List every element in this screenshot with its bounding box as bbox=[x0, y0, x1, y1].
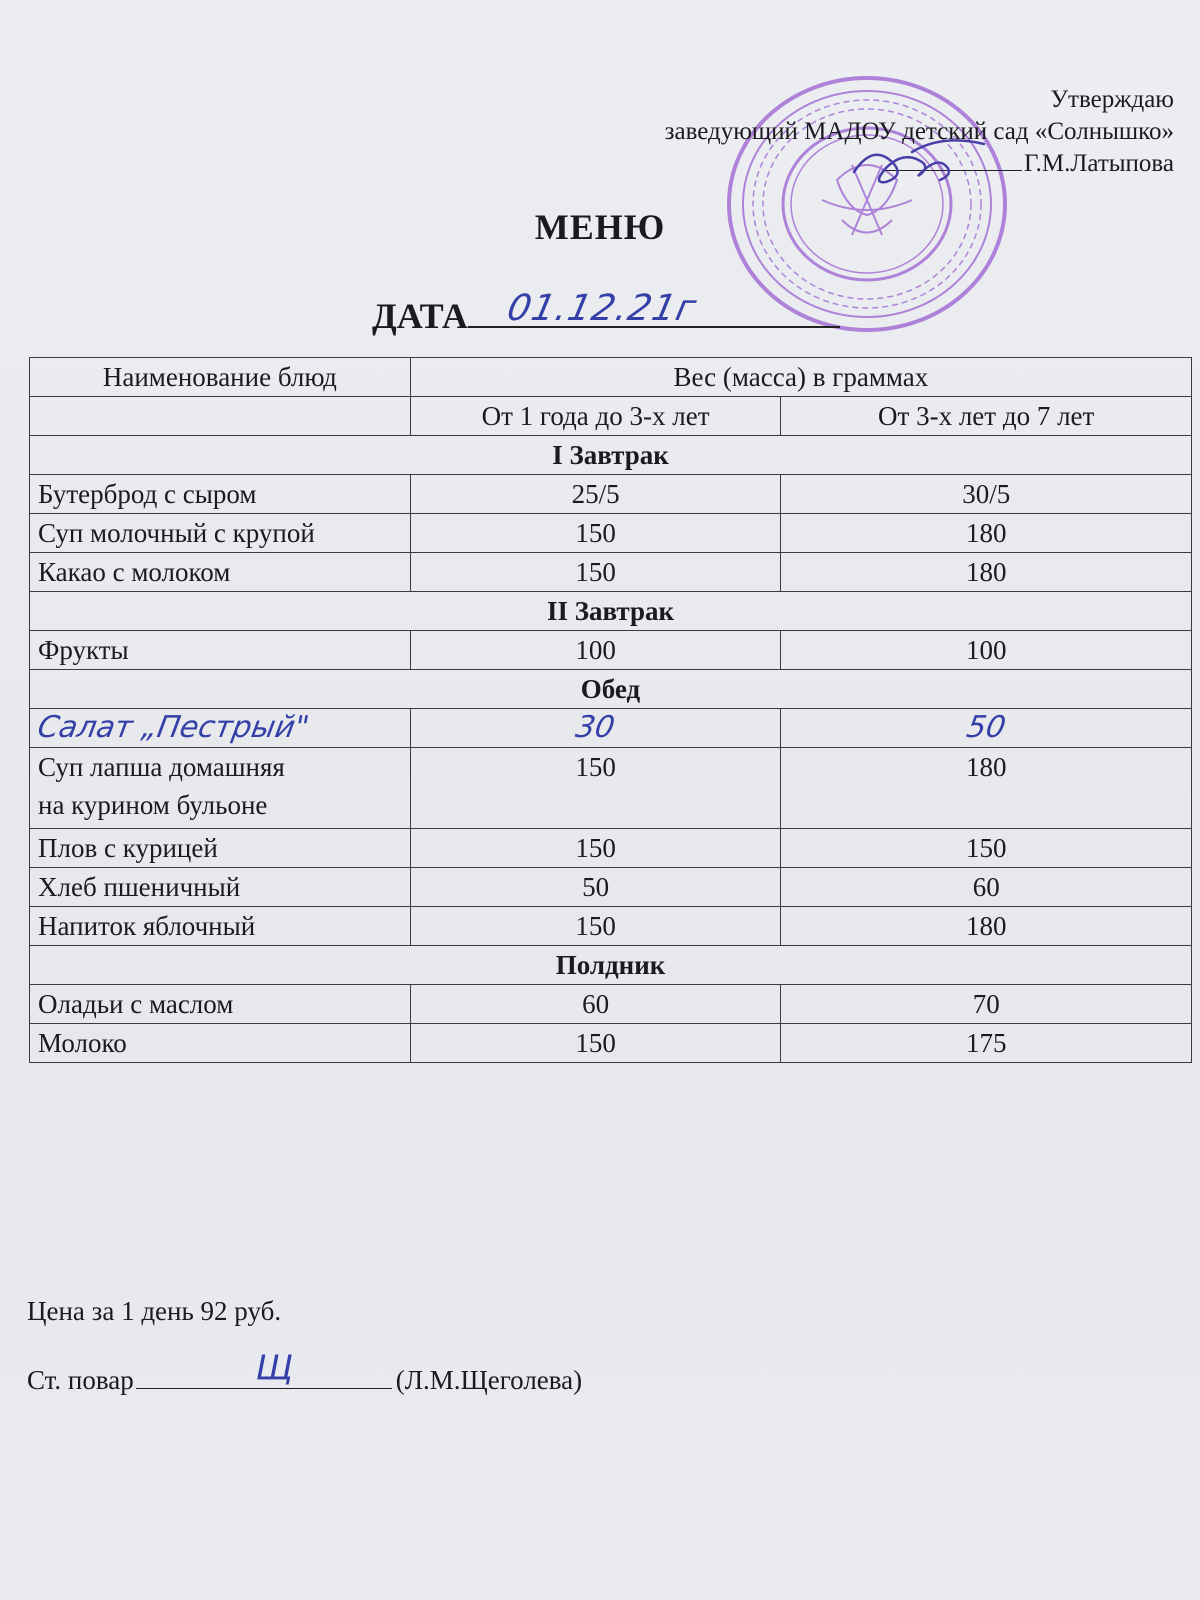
dish-name: Фрукты bbox=[30, 631, 411, 670]
handwritten-dish-name: Салат „Пестрый" bbox=[35, 710, 312, 745]
cook-name: (Л.М.Щеголева) bbox=[395, 1365, 583, 1395]
weight-age-1-3: 150 bbox=[410, 748, 781, 829]
weight-age-1-3: 150 bbox=[410, 829, 781, 868]
table-subheader-row bbox=[30, 397, 1192, 436]
cook-signature-row bbox=[27, 1348, 583, 1396]
dish-name: Хлеб пшеничный bbox=[30, 868, 411, 907]
weight-age-3-7: 60 bbox=[781, 868, 1192, 907]
weight-age-3-7: 100 bbox=[781, 631, 1192, 670]
section-row bbox=[30, 436, 1192, 475]
weight-age-1-3: 60 bbox=[410, 985, 781, 1024]
table-row bbox=[30, 868, 1192, 907]
weight-age-3-7 bbox=[781, 709, 1192, 748]
weight-age-1-3: 150 bbox=[410, 553, 781, 592]
table-header-row bbox=[30, 358, 1192, 397]
cook-label: Ст. повар bbox=[27, 1365, 134, 1395]
handwritten-weight: 30 bbox=[573, 710, 618, 745]
approval-position: заведующий МАДОУ детский сад «Солнышко» bbox=[664, 118, 1174, 145]
weight-age-3-7: 180 bbox=[781, 907, 1192, 946]
table-row bbox=[30, 709, 1192, 748]
dish-name-line: на курином бульоне bbox=[38, 790, 268, 820]
daily-price: Цена за 1 день 92 руб. bbox=[27, 1296, 282, 1326]
weight-age-3-7: 180 bbox=[781, 514, 1192, 553]
signature-line bbox=[882, 148, 1022, 171]
weight-age-1-3: 100 bbox=[410, 631, 781, 670]
page-title: МЕНЮ bbox=[534, 207, 666, 247]
table-row bbox=[30, 907, 1192, 946]
dish-name: Какао с молоком bbox=[30, 553, 411, 592]
date-underline bbox=[468, 288, 840, 329]
table-row bbox=[30, 553, 1192, 592]
section-row bbox=[30, 670, 1192, 709]
weight-age-3-7: 70 bbox=[781, 985, 1192, 1024]
weight-age-3-7: 175 bbox=[781, 1024, 1192, 1063]
weight-age-3-7: 30/5 bbox=[781, 475, 1192, 514]
dish-name: Молоко bbox=[30, 1024, 411, 1063]
table-row bbox=[30, 829, 1192, 868]
header-age-1-3: От 1 года до 3-х лет bbox=[410, 397, 781, 436]
header-dish-name: Наименование блюд bbox=[30, 358, 411, 397]
section-title: Полдник bbox=[30, 946, 1192, 985]
header-age-3-7: От 3-х лет до 7 лет bbox=[781, 397, 1192, 436]
weight-age-1-3 bbox=[410, 709, 781, 748]
weight-age-1-3: 150 bbox=[410, 907, 781, 946]
weight-age-1-3: 150 bbox=[410, 1024, 781, 1063]
section-row bbox=[30, 946, 1192, 985]
weight-age-3-7: 150 bbox=[781, 829, 1192, 868]
dish-name: Оладьи с маслом bbox=[30, 985, 411, 1024]
date-label: ДАТА bbox=[372, 296, 468, 336]
handwritten-weight: 50 bbox=[964, 710, 1009, 745]
dish-name bbox=[30, 748, 411, 829]
weight-age-1-3: 150 bbox=[410, 514, 781, 553]
table-row bbox=[30, 475, 1192, 514]
approval-signer-name: Г.М.Латыпова bbox=[1024, 150, 1174, 177]
approval-signer-row bbox=[534, 148, 1174, 180]
section-title: I Завтрак bbox=[30, 436, 1192, 475]
weight-age-3-7: 180 bbox=[781, 553, 1192, 592]
table-row bbox=[30, 1024, 1192, 1063]
date-row bbox=[372, 288, 840, 337]
section-row bbox=[30, 592, 1192, 631]
dish-name-handwritten bbox=[30, 709, 411, 748]
table-row bbox=[30, 748, 1192, 829]
dish-name: Напиток яблочный bbox=[30, 907, 411, 946]
dish-name-line: Суп лапша домашняя bbox=[38, 752, 285, 782]
menu-table bbox=[29, 357, 1192, 1063]
section-title: II Завтрак bbox=[30, 592, 1192, 631]
weight-age-3-7: 180 bbox=[781, 748, 1192, 829]
table-row bbox=[30, 631, 1192, 670]
cook-signature: Щ bbox=[255, 1348, 293, 1388]
cook-signature-line bbox=[136, 1348, 392, 1389]
section-title: Обед bbox=[30, 670, 1192, 709]
table-row bbox=[30, 985, 1192, 1024]
approval-block bbox=[534, 84, 1174, 180]
table-row bbox=[30, 514, 1192, 553]
header-weight: Вес (масса) в граммах bbox=[410, 358, 1191, 397]
dish-name: Бутерброд с сыром bbox=[30, 475, 411, 514]
weight-age-1-3: 25/5 bbox=[410, 475, 781, 514]
approval-title: Утверждаю bbox=[1050, 86, 1174, 113]
dish-name: Плов с курицей bbox=[30, 829, 411, 868]
weight-age-1-3: 50 bbox=[410, 868, 781, 907]
date-value: 01.12.21г bbox=[503, 288, 701, 329]
dish-name: Суп молочный с крупой bbox=[30, 514, 411, 553]
header-empty-cell bbox=[30, 397, 411, 436]
